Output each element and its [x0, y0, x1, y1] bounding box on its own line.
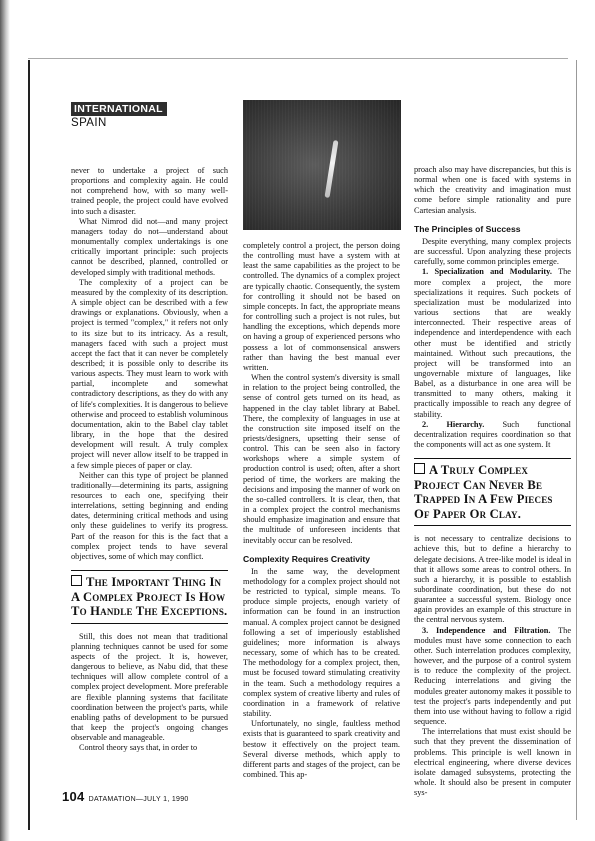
checkbox-square-icon [414, 463, 425, 474]
photo-texture [243, 100, 401, 230]
pull-quote [414, 458, 571, 526]
page-right-rule [576, 60, 577, 820]
page-margin-rule [28, 60, 30, 830]
principle-title: 1. Specialization and Modularity. [422, 267, 552, 277]
page-footer [62, 789, 189, 804]
paragraph: proach also may have discrepancies, but this is normal when one is faced with systems in which the creativity and imagination must come before simple rationality and pure Cartesian analysis. [414, 165, 571, 215]
scan-edge [0, 0, 10, 841]
principle-text: The modules must have some connection to each other. Such interrelation produces complexity, however, and the purpose of a control system is to reduce the complexity of the project. Reducing interrelations and giving the modules greater autonomy makes it possible to test the project's parts independently and put them into use without having to follow a rigid sequence. [414, 625, 572, 727]
text-column-3 [414, 165, 571, 798]
text-column-1 [71, 166, 228, 753]
paragraph: never to undertake a project of such proportions and complexity again. He could not comprehend how, with so many well-trained people, the project could have evolved into such a disaster. [71, 166, 228, 216]
text-column-2 [243, 241, 400, 780]
paragraph [414, 420, 571, 450]
section-sublabel: SPAIN [71, 117, 107, 129]
paragraph: Despite everything, many complex projects are successful. Upon analyzing these projects carefully, some common principles emerge. [414, 236, 571, 267]
principle-title: 2. Hierarchy. [422, 419, 485, 429]
paragraph: Control theory says that, in order to [79, 743, 198, 753]
paragraph: The interrelations that must exist should be such that they prevent the dissemination of problems. This principle is well known in electrical engineering, where diverse devices isolate damaged subsystems, protecting the whole. It should also be present in computer sys- [414, 727, 571, 798]
section-label: INTERNATIONAL [71, 102, 167, 116]
paragraph: Neither can this type of project be planned traditionally—determining its parts, assigning resources to each one, specifying their interrelations, setting beginning and ending dates, determining critical methods and using only these guidelines to verify its progress. Part of the reason for this is the fact that a complex project tends to have several objectives, some of which may conflict. [71, 470, 228, 561]
article-photo [243, 100, 401, 230]
pull-quote-text: A Truly Complex Project Can Never Be Trapped In A Few Pieces Of Paper Or Clay. [414, 463, 553, 521]
paragraph: When the control system's diversity is small in relation to the project being controlled, the sense of control gets turned on its head, as happened in the clay tablet library at Babel. There, the complexity of languages in use at the construction site imposed itself on the priests/designers, upsetting their sense of control. This can be seen also in factory workshops where a simple system of production control is used; often, after a short period of time, the workers are making the decisions and imposing the manner of work on the so-called controllers. It is clear, then, that in a complex project the control mechanisms should emphasize imagination and ensure that the multitude of unforeseen incidents that inevitably occur can be resolved. [243, 373, 400, 545]
paragraph: In the same way, the development methodology for a complex project should not be restricted to typical, simple means. To produce simple projects, enough variety of information can be found in an instruction manual. A complex project cannot be designed following a set of imperiously established guidelines; more information is always necessary, some of which has to be created. The methodology for a complex project, then, must be focused toward stimulating creativity in the team. Such a methodology requires a complex system of creative liberty and rules of coordination in a framework of relative stability. [243, 566, 400, 719]
subheading: The Principles of Success [414, 223, 521, 234]
pull-quote-text: The Important Thing In A Complex Project Is How To Handle The Exceptions. [71, 575, 228, 619]
paragraph: The complexity of a project can be measured by the complexity of its description. A simple object can be described with a few drawings or explanations. Obviously, when a project is termed "complex," it refers not only to its size but to its intricacy. As a result, managers faced with such a project must accept the fact that it can never be completely described; it is possible only to describe its various aspects. They must learn to work with partial, incomplete and somewhat contradictory descriptions, as they do with any of life's complexities. It is dangerous to believe otherwise and proceed to establish voluminous documentation, akin to the Babel clay tablet library, in the hope that the desired development will result. A truly complex project will never allow itself to be trapped in a few simple pieces of paper or clay. [71, 277, 228, 470]
pull-quote [71, 570, 228, 624]
subheading: Complexity Requires Creativity [243, 553, 371, 564]
paragraph: What Nimrod did not—and many project managers today do not—understand about monumentally complex undertakings is one critically important principle: such projects cannot be described, planned, controlled or developed simply with traditional methods. [71, 216, 228, 277]
principle-text: Such functional decentralization requires coordination so that the components will act as one system. It [414, 419, 571, 450]
paragraph: Unfortunately, no single, faultless method exists that is guaranteed to spark creativity and bestow it effectively on the project team. Several diverse methods, which apply to different parts and stages of the project, can be combined. This ap- [243, 719, 400, 779]
paragraph [414, 626, 571, 728]
principle-text: The more complex a project, the more specializations it requires. Such pockets of specialization must be modularized into various sections that are weakly interconnected. Their respective areas of independence and interdependence with each other must be identified and strictly maintained. Without such precautions, the project will be transformed into an ungovernable mixture of languages, like Babel, as a disturbance in one area will be transmitted to many others, making it practically impossible to reach any degree of stability. [414, 267, 571, 419]
paragraph: is not necessary to centralize decisions to achieve this, but to define a hierarchy to delegate decisions. A tree-like model is ideal in that it allows some areas to control others. In such a hierarchy, it is possible to establish subordinate coordination, but these do not guarantee a successful system. Biology once again provides an example of this structure in the central nervous system. [414, 534, 571, 625]
page-top-rule [28, 58, 568, 59]
checkbox-square-icon [71, 575, 82, 586]
paragraph: Still, this does not mean that traditional planning techniques cannot be used for some aspects of the project. It is, however, dangerous to believe, as Nabu did, that these techniques will allow complete control of a complex project development. More preferable are flexible planning systems that facilitate coordination between the project's parts, while enabling paths of development to be pursued that keep the project's ongoing changes observable and manageable. [71, 631, 228, 743]
page-number: 104 [62, 789, 85, 804]
paragraph: completely control a project, the person doing the controlling must have a system with at least the same capabilities as the project to be controlled. The dynamics of a complex project are typically chaotic. Consequently, the system for controlling it should not be based on simple concepts. In fact, the appropriate means for controlling such a project is not rules, but handling the exceptions, which depends more on having a group of experienced persons who possess a lot of commonsensical answers rather than having the best manual ever written. [243, 241, 400, 372]
principle-title: 3. Independence and Filtration. [422, 625, 551, 635]
paragraph [414, 267, 571, 419]
publication-line: DATAMATION—JULY 1, 1990 [88, 796, 189, 803]
